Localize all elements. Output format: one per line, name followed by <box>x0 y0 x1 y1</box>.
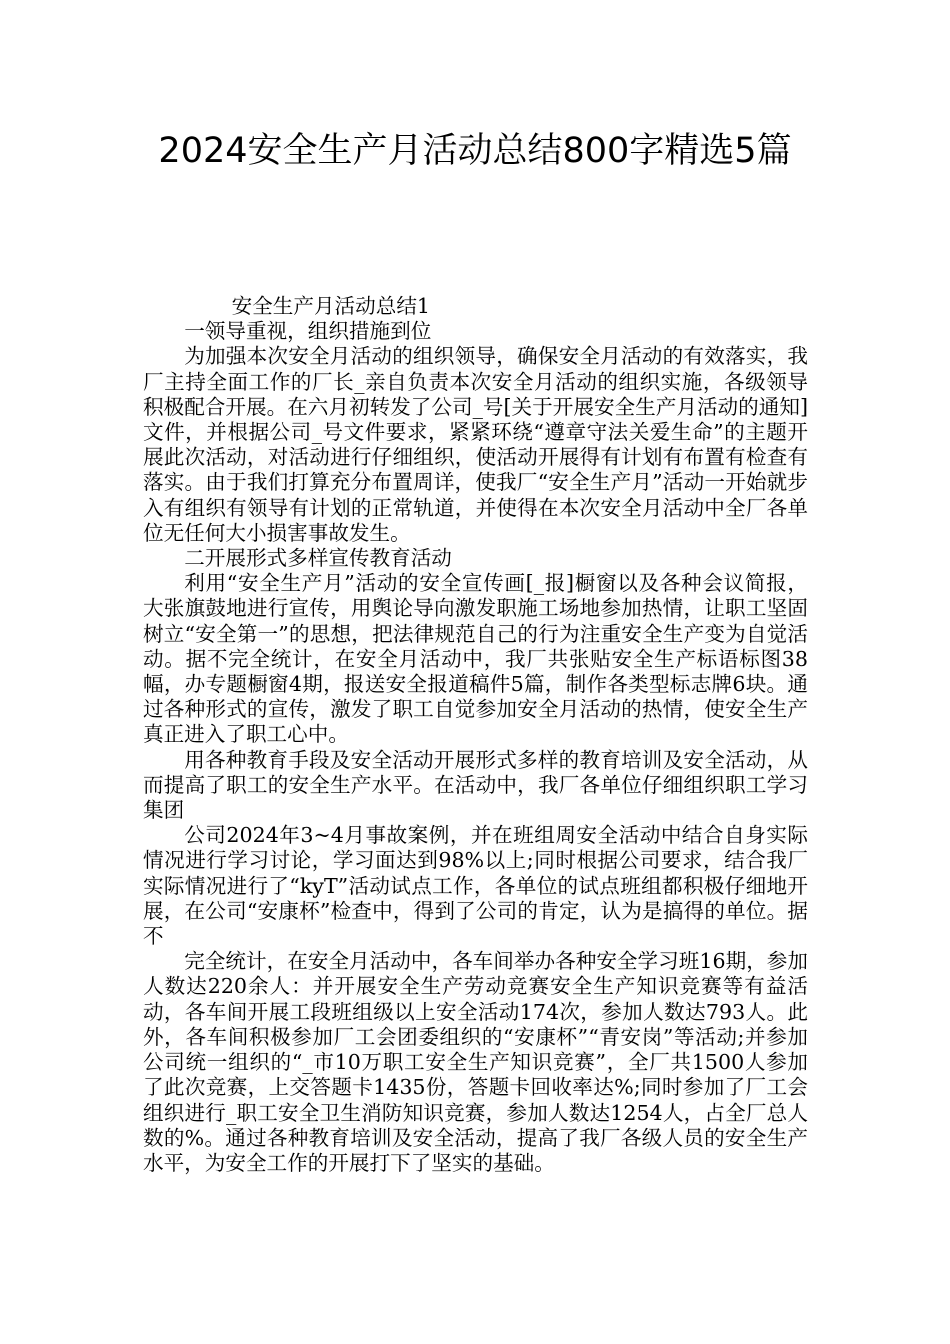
document-body <box>143 294 808 1176</box>
subsection-heading: 二开展形式多样宣传教育活动 <box>184 546 452 571</box>
document-title: 2024安全生产月活动总结800字精选5篇 <box>158 131 792 171</box>
body-paragraph: 利用“安全生产月”活动的安全宣传画[_报]橱窗以及各种会议简报，大张旗鼓地进行宣传，用舆论导向激发职施工场地参加热情，让职工坚固树立“安全第一”的思想，把法律规范自己的行为注重安全生产变为自觉活动。据不完全统计，在安全月活动中，我厂共张贴安全生产标语标图38幅，办专题橱窗4期，报送安全报道稿件5篇，制作各类型标志牌6块。通过各种形式的宣传，激发了职工自觉参加安全月活动的热情，使安全生产真正进入了职工心中。 <box>143 571 808 747</box>
body-paragraph: 用各种教育手段及安全活动开展形式多样的教育培训及安全活动，从而提高了职工的安全生产水平。在活动中，我厂各单位仔细组织职工学习集团 <box>143 747 808 823</box>
section-heading: 安全生产月活动总结1 <box>231 294 431 318</box>
body-paragraph: 公司2024年3~4月事故案例，并在班组周安全活动中结合自身实际情况进行学习讨论，学习面达到98%以上;同时根据公司要求，结合我厂实际情况进行了“kyT”活动试点工作，各单位的试点班组都积极仔细地开展，在公司“安康杯”检查中，得到了公司的肯定，认为是搞得的单位。据不 <box>143 823 808 949</box>
subsection-heading: 一领导重视，组织措施到位 <box>184 319 432 344</box>
body-paragraph: 为加强本次安全月活动的组织领导，确保安全月活动的有效落实，我厂主持全面工作的厂长_亲自负责本次安全月活动的组织实施，各级领导积极配合开展。在六月初转发了公司_号[关于开展安全生产月活动的通知]文件，并根据公司_号文件要求，紧紧环绕“遵章守法关爱生命”的主题开展此次活动，对活动进行仔细组织，使活动开展得有计划有布置有检查有落实。由于我们打算充分布置周详，使我厂“安全生产月”活动一开始就步入有组织有领导有计划的正常轨道，并使得在本次安全月活动中全厂各单位无任何大小损害事故发生。 <box>143 344 808 545</box>
body-paragraph: 完全统计，在安全月活动中，各车间举办各种安全学习班16期，参加人数达220余人：并开展安全生产劳动竞赛安全生产知识竞赛等有益活动，各车间开展工段班组级以上安全活动174次，参加人数达793人。此外，各车间积极参加厂工会团委组织的“安康杯”“青安岗”等活动;并参加公司统一组织的“_市10万职工安全生产知识竞赛”，全厂共1500人参加了此次竞赛，上交答题卡1435份，答题卡回收率达%;同时参加了厂工会组织进行_职工安全卫生消防知识竞赛，参加人数达1254人，占全厂总人数的%。通过各种教育培训及安全活动，提高了我厂各级人员的安全生产水平，为安全工作的开展打下了坚实的基础。 <box>143 949 808 1175</box>
